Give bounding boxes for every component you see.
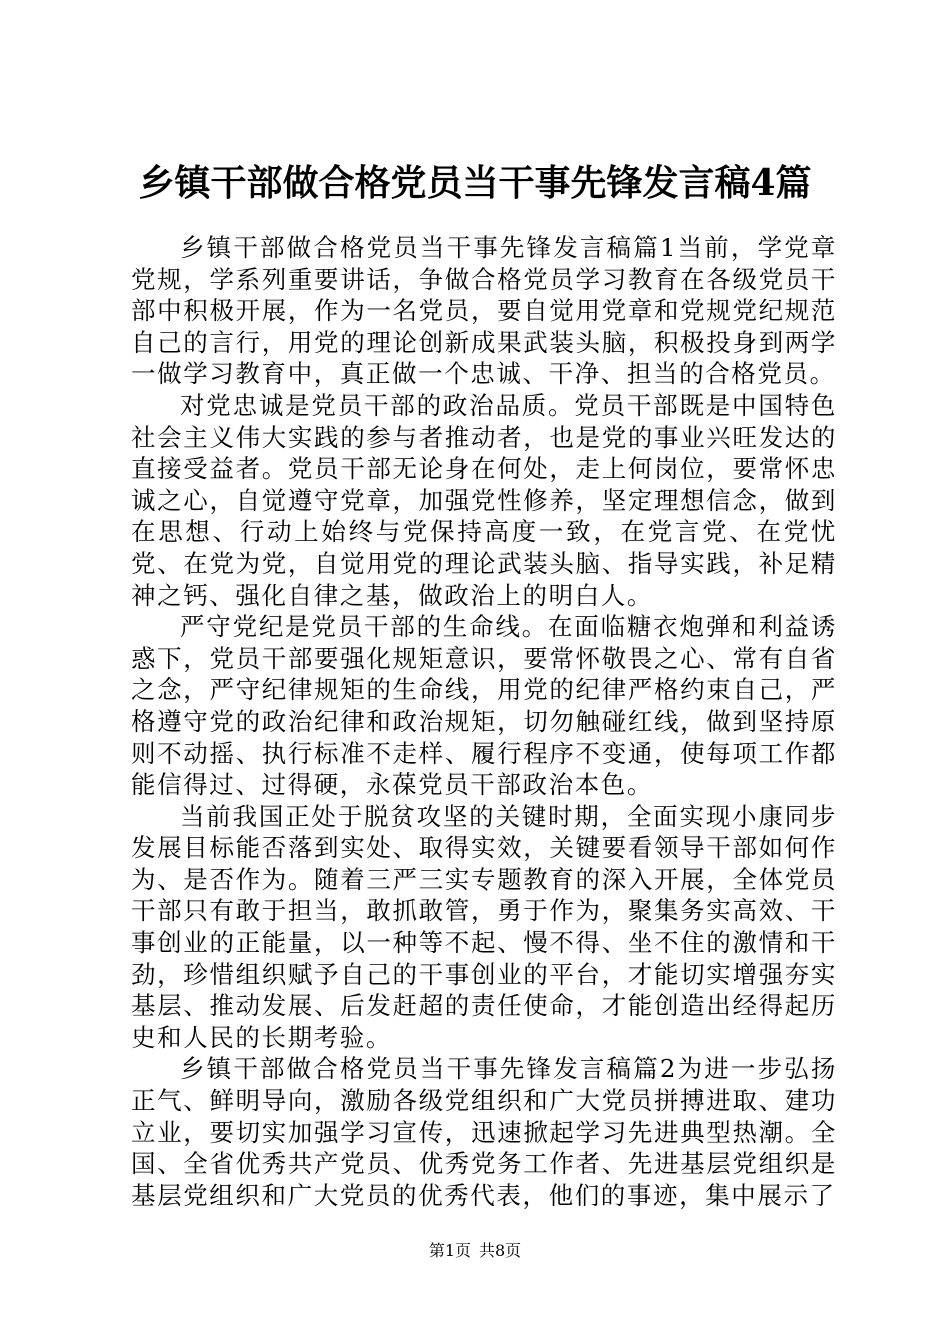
paragraph: 当前我国正处于脱贫攻坚的关键时期，全面实现小康同步发展目标能否落到实处、取得实效，关键要看领导干部如何作为、是否作为。随着三严三实专题教育的深入开展，全体党员干部只有敢于担当，敢抓敢管，勇于作为，聚集务实高效、干事创业的正能量，以一种等不起、慢不得、坐不住的激情和干劲，珍惜组织赋予自己的干事创业的平台，才能切实增强夯实基层、推动发展、后发赶超的责任使命，才能创造出经得起历史和人民的长期考验。 xyxy=(131,801,837,1052)
paragraph: 严守党纪是党员干部的生命线。在面临糖衣炮弹和利益诱惑下，党员干部要强化规矩意识，要常怀敬畏之心、常有自省之念，严守纪律规矩的生命线，用党的纪律严格约束自己，严格遵守党的政治纪律和政治规矩，切勿触碰红线，做到坚持原则不动摇、执行标准不走样、履行程序不变通，使每项工作都能信得过、过得硬，永葆党员干部政治本色。 xyxy=(131,612,837,800)
page-number-current: 第1页 xyxy=(428,1241,471,1260)
document-title: 乡镇干部做合格党员当干事先锋发言稿4篇 xyxy=(138,162,812,204)
paragraph: 乡镇干部做合格党员当干事先锋发言稿篇2为进一步弘扬正气、鲜明导向，激励各级党组织和广大党员拼搏进取、建功立业，要切实加强学习宣传，迅速掀起学习先进典型热潮。全国、全省优秀共产党员、优秀党务工作者、先进基层党组织是基层党组织和广大党员的优秀代表，他们的事迹，集中展示了 xyxy=(131,1054,837,1210)
paragraph: 对党忠诚是党员干部的政治品质。党员干部既是中国特色社会主义伟大实践的参与者推动者，也是党的事业兴旺发达的直接受益者。党员干部无论身在何处，走上何岗位，要常怀忠诚之心，自觉遵守党章，加强党性修养，坚定理想信念，做到在思想、行动上始终与党保持高度一致，在党言党、在党忧党、在党为党，自觉用党的理论武装头脑、指导实践，补足精神之钙、强化自律之基，做政治上的明白人。 xyxy=(131,390,837,610)
page-footer xyxy=(0,1240,950,1262)
document-body xyxy=(131,232,837,1211)
paragraph: 乡镇干部做合格党员当干事先锋发言稿篇1当前，学党章党规，学系列重要讲话，争做合格党员学习教育在各级党员干部中积极开展，作为一名党员，要自觉用党章和党规党纪规范自己的言行，用党的理论创新成果武装头脑，积极投身到两学一做学习教育中，真正做一个忠诚、干净、担当的合格党员。 xyxy=(131,233,837,389)
page-number-total: 共8页 xyxy=(479,1241,522,1260)
